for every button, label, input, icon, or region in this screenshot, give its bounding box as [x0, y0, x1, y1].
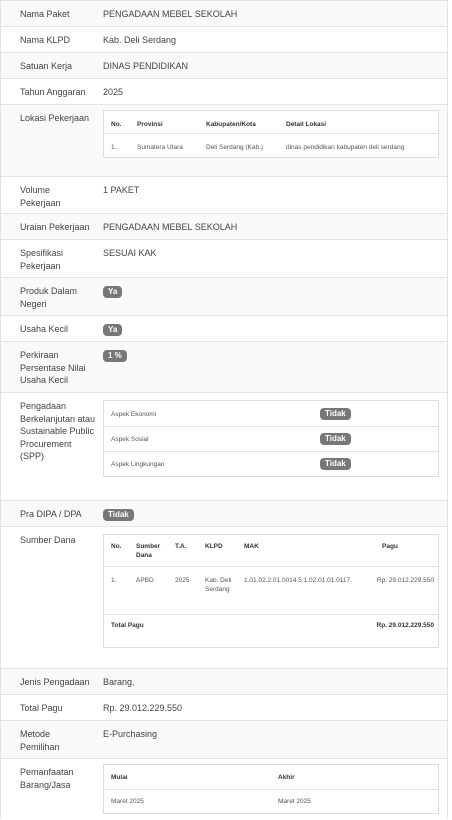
row-metode-pemilihan — [1, 720, 447, 759]
value-nama-klpd: Kab. Deli Serdang — [103, 35, 177, 45]
value-total-pagu: Rp. 29.012.229.550 — [103, 703, 183, 713]
row-nama-klpd — [1, 26, 447, 53]
label-spesifikasi-pekerjaan: Spesifikasi Pekerjaan — [20, 248, 64, 271]
label-spp: Pengadaan Berkelanjutan atau Sustainable Public Procurement (SPP) — [20, 401, 96, 461]
sumber-th-klpd: KLPD — [205, 543, 223, 550]
value-uraian-pekerjaan: PENGADAAN MEBEL SEKOLAH — [103, 222, 238, 232]
row-produk-dalam-negeri — [1, 277, 447, 316]
spp-aspek-ekonomi: Aspek Ekonomi — [111, 411, 157, 418]
label-metode-pemilihan: Metode Pemilihan — [20, 729, 60, 752]
sumber-th-pagu: Pagu — [382, 543, 398, 550]
value-spesifikasi-pekerjaan: SESUAI KAK — [103, 248, 157, 258]
label-nama-paket: Nama Paket — [20, 9, 70, 19]
sumber-total-value: Rp. 29.012.229.550 — [376, 622, 434, 629]
label-satuan-kerja: Satuan Kerja — [20, 61, 73, 71]
value-nama-paket: PENGADAAN MEBEL SEKOLAH — [103, 9, 238, 19]
lokasi-cell-kabupaten: Deli Serdang (Kab.) — [206, 144, 264, 151]
spp-badge-ekonomi: Tidak — [320, 408, 351, 420]
row-spesifikasi-pekerjaan — [1, 239, 447, 278]
value-satuan-kerja: DINAS PENDIDIKAN — [103, 61, 189, 71]
pemanfaatan-th-mulai: Mulai — [111, 774, 128, 781]
pemanfaatan-table — [103, 764, 439, 814]
spp-badge-lingkungan: Tidak — [320, 458, 351, 470]
label-pemanfaatan: Pemanfaatan Barang/Jasa — [20, 767, 74, 790]
sumber-cell-mak: 1.01.02.2.01.0014.5.1.02.01.01.0117. — [244, 577, 352, 584]
label-nama-klpd: Nama KLPD — [20, 35, 71, 45]
sumber-cell-klpd: Kab. Deli Serdang — [205, 577, 232, 593]
sumber-th-mak: MAK — [244, 543, 259, 550]
pemanfaatan-cell-mulai: Maret 2025 — [111, 798, 144, 805]
spp-table — [103, 400, 439, 477]
row-perkiraan-persentase — [1, 341, 447, 393]
sumber-cell-no: 1. — [111, 577, 117, 584]
row-sumber-dana — [1, 526, 447, 669]
sumber-cell-pagu: Rp. 29.012.229.550 — [376, 577, 434, 584]
row-jenis-pengadaan — [1, 668, 447, 695]
badge-perkiraan-persentase: 1 % — [103, 350, 127, 362]
row-volume-pekerjaan — [1, 176, 447, 214]
row-tahun-anggaran — [1, 78, 447, 105]
spp-row-sosial — [104, 427, 438, 452]
label-jenis-pengadaan: Jenis Pengadaan — [20, 677, 90, 687]
lokasi-th-no: No. — [111, 121, 122, 128]
row-uraian-pekerjaan — [1, 213, 447, 240]
label-sumber-dana: Sumber Dana — [20, 535, 76, 545]
sumber-th-sumber: Sumber Dana — [136, 543, 161, 559]
lokasi-th-kabupaten: Kabupaten/Kota — [206, 121, 256, 128]
label-tahun-anggaran: Tahun Anggaran — [20, 87, 86, 97]
value-volume-pekerjaan: 1 PAKET — [103, 185, 140, 195]
badge-produk-dalam-negeri: Ya — [103, 286, 122, 298]
lokasi-cell-detail: dinas pendidikan kabupaten deli serdang — [286, 144, 405, 151]
pemanfaatan-th-akhir: Akhir — [278, 774, 295, 781]
row-total-pagu — [1, 694, 447, 721]
label-pra-dipa: Pra DIPA / DPA — [20, 509, 82, 519]
label-volume-pekerjaan: Volume Pekerjaan — [20, 185, 61, 208]
lokasi-table — [103, 110, 439, 158]
label-produk-dalam-negeri: Produk Dalam Negeri — [20, 286, 78, 309]
lokasi-cell-no: 1. — [111, 144, 117, 151]
sumber-dana-table — [103, 534, 439, 648]
sumber-cell-sumber: APBD — [136, 577, 154, 584]
sumber-total-label: Total Pagu — [111, 622, 144, 629]
badge-usaha-kecil: Ya — [103, 324, 122, 336]
label-perkiraan-persentase: Perkiraan Persentase Nilai Usaha Kecil — [20, 350, 86, 385]
spp-aspek-sosial: Aspek Sosial — [111, 436, 149, 443]
badge-pra-dipa: Tidak — [103, 509, 134, 521]
row-lokasi-pekerjaan — [1, 104, 447, 177]
sumber-cell-ta: 2025 — [175, 577, 190, 584]
spp-row-lingkungan — [104, 452, 438, 477]
spp-badge-sosial: Tidak — [320, 433, 351, 445]
spp-aspek-lingkungan: Aspek Lingkungan — [111, 461, 165, 468]
label-usaha-kecil: Usaha Kecil — [20, 324, 69, 334]
label-uraian-pekerjaan: Uraian Pekerjaan — [20, 222, 90, 232]
label-lokasi-pekerjaan: Lokasi Pekerjaan — [20, 113, 90, 123]
label-total-pagu: Total Pagu — [20, 703, 63, 713]
sumber-th-ta: T.A. — [175, 543, 187, 550]
row-satuan-kerja — [1, 52, 447, 79]
row-nama-paket — [1, 0, 447, 27]
row-spp — [1, 392, 447, 501]
row-pra-dipa — [1, 500, 447, 527]
row-usaha-kecil — [1, 315, 447, 342]
lokasi-th-detail: Detail Lokasi — [286, 121, 327, 128]
sumber-th-no: No. — [111, 543, 122, 550]
spp-row-ekonomi — [104, 401, 438, 426]
value-tahun-anggaran: 2025 — [103, 87, 124, 97]
pemanfaatan-cell-akhir: Maret 2025 — [278, 798, 311, 805]
lokasi-th-provinsi: Provinsi — [137, 121, 163, 128]
row-pemanfaatan — [1, 758, 447, 820]
value-metode-pemilihan: E-Purchasing — [103, 729, 158, 739]
lokasi-cell-provinsi: Sumatera Utara — [137, 144, 183, 151]
value-jenis-pengadaan: Barang, — [103, 677, 135, 687]
